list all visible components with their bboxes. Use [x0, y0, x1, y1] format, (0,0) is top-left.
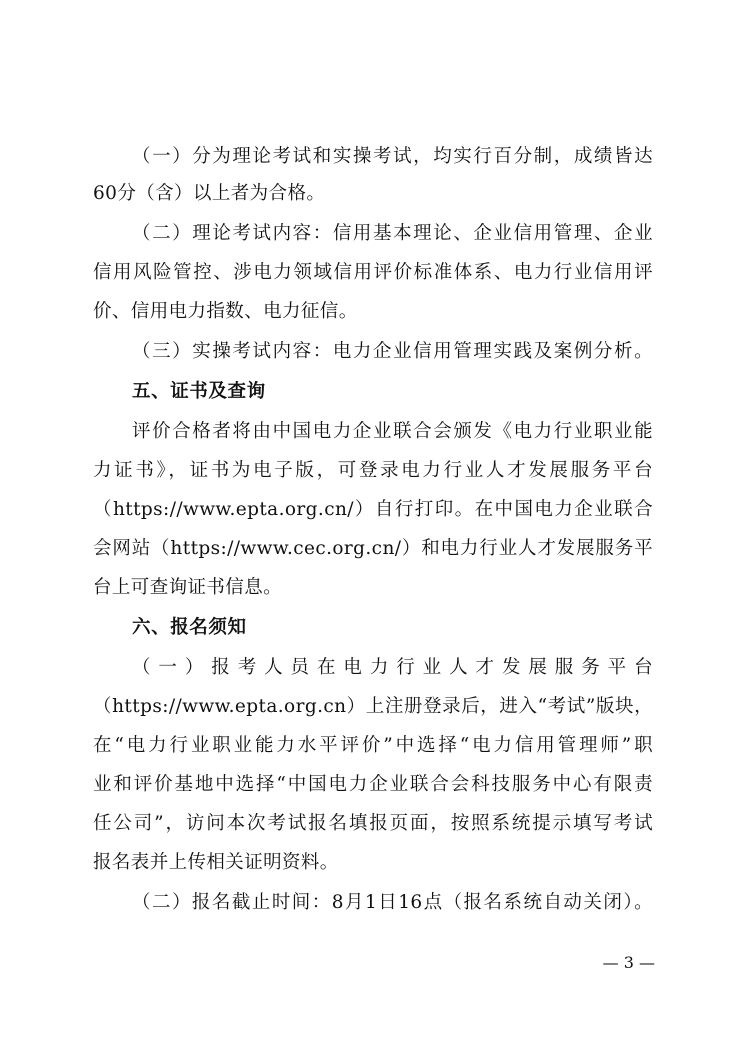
paragraph-line-17: 报名表并上传相关证明资料。	[93, 852, 339, 873]
paragraph-line-13: （https://www.epta.org.cn）上注册登录后，进入“考试”版块，	[93, 696, 653, 717]
paragraph-line-12: （一）报考人员在电力行业人才发展服务平台	[132, 657, 653, 678]
paragraph-line-1: （一）分为理论考试和实操考试，均实行百分制，成绩皆达	[132, 146, 653, 167]
paragraph-line-16: 任公司”，访问本次考试报名填报页面，按照系统提示填写考试	[93, 813, 653, 834]
paragraph-line-5: 价、信用电力指数、电力征信。	[93, 301, 358, 322]
paragraph-line-3: （二）理论考试内容：信用基本理论、企业信用管理、企业	[132, 223, 653, 244]
page-number: — 3 —	[602, 953, 655, 972]
section-heading-registration: 六、报名须知	[132, 617, 247, 638]
paragraph-line-2: 60分（含）以上者为合格。	[93, 183, 326, 204]
paragraph-line-18: （二）报名截止时间：8月1日16点（报名系统自动关闭）。	[132, 892, 653, 913]
section-heading-certificate: 五、证书及查询	[132, 381, 266, 402]
paragraph-line-4: 信用风险管控、涉电力领域信用评价标准体系、电力行业信用评	[93, 262, 653, 283]
paragraph-line-10: 会网站（https://www.cec.org.cn/）和电力行业人才发展服务平	[93, 538, 653, 559]
paragraph-line-9: （https://www.epta.org.cn/）自行打印。在中国电力企业联合	[93, 499, 653, 520]
paragraph-line-15: 业和评价基地中选择“中国电力企业联合会科技服务中心有限责	[93, 774, 653, 795]
paragraph-line-11: 台上可查询证书信息。	[93, 577, 283, 598]
paragraph-line-7: 评价合格者将由中国电力企业联合会颁发《电力行业职业能	[132, 421, 653, 442]
paragraph-line-14: 在“电力行业职业能力水平评价”中选择“电力信用管理师”职	[93, 735, 653, 756]
paragraph-line-6: （三）实操考试内容：电力企业信用管理实践及案例分析。	[132, 341, 653, 362]
paragraph-line-8: 力证书》，证书为电子版，可登录电力行业人才发展服务平台	[93, 460, 653, 481]
